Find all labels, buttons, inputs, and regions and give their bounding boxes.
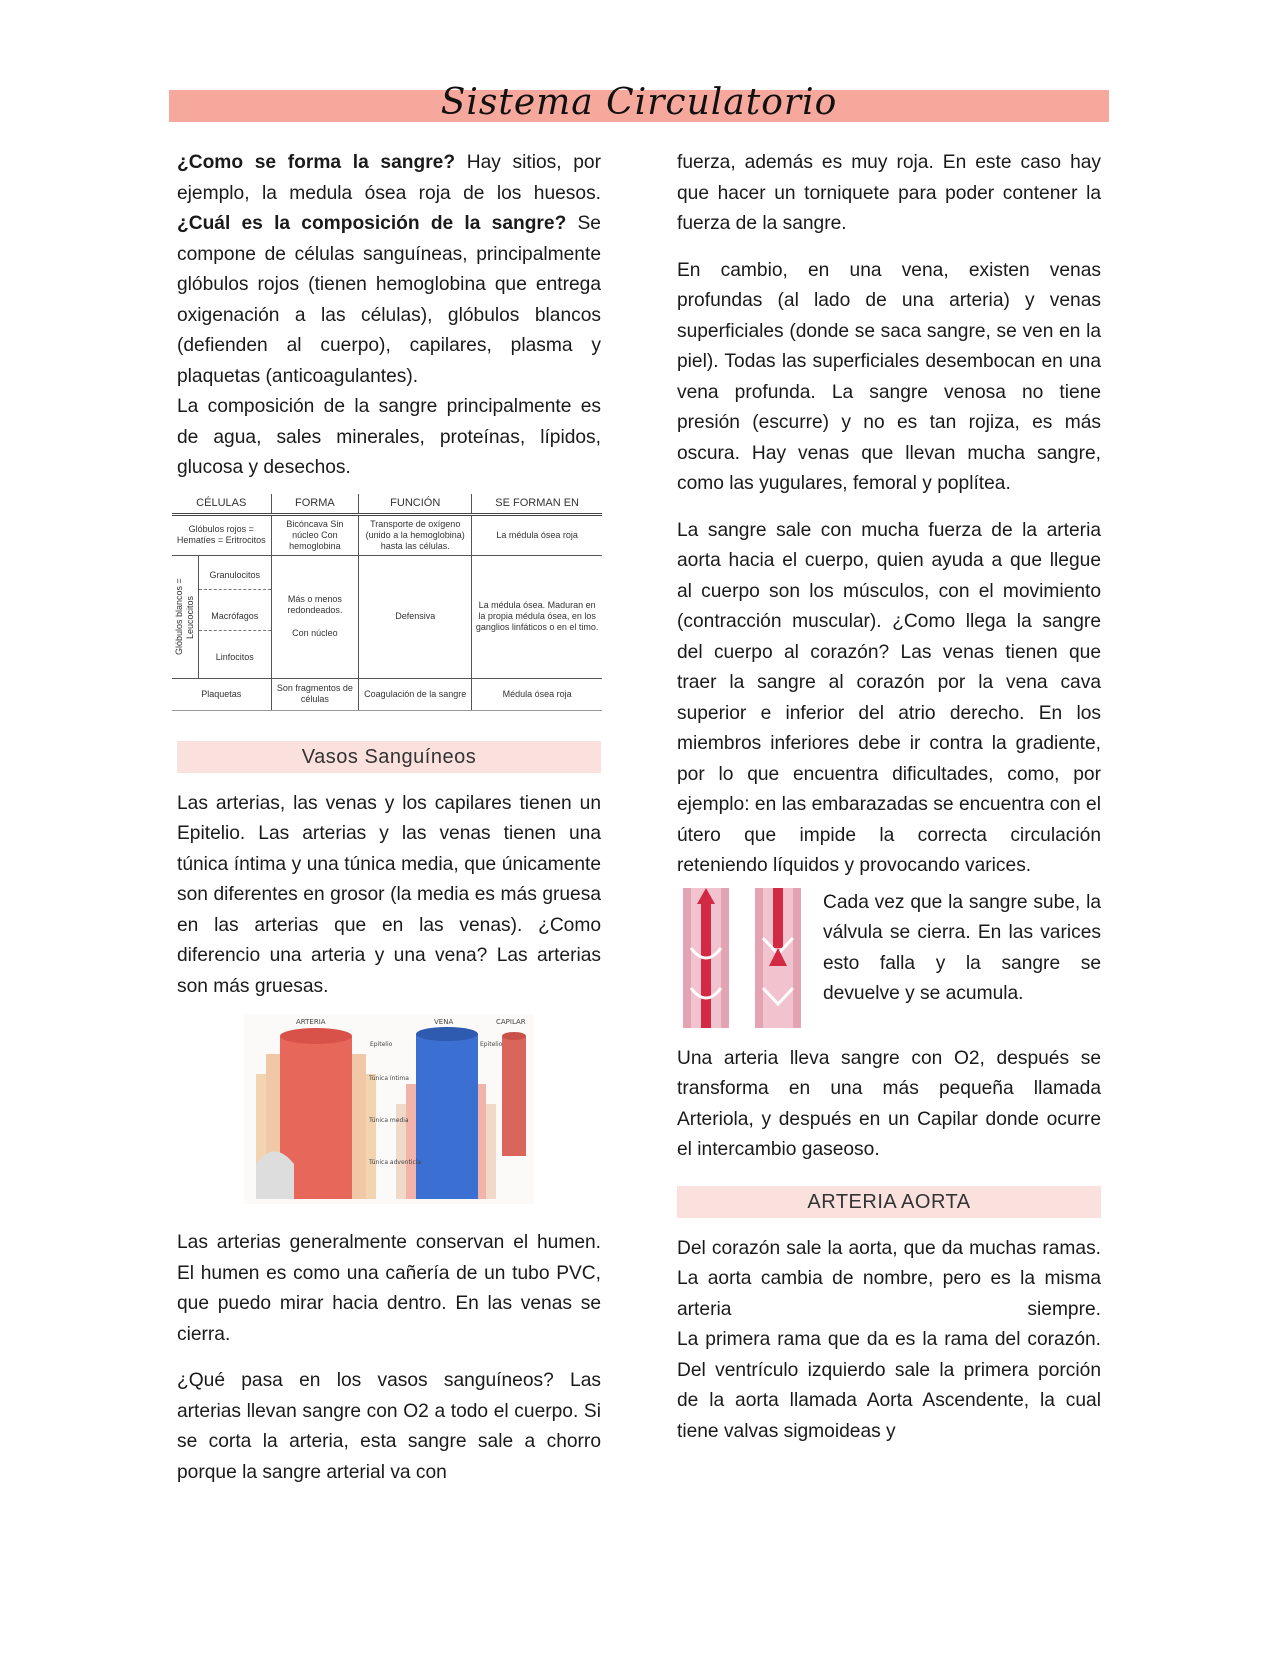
table-header: FORMA (271, 494, 359, 515)
left-column (174, 148, 601, 1488)
table-cell: Bicóncava Sin núcleo Con hemoglobina (271, 514, 359, 555)
table-cell: Son fragmentos de células (271, 678, 359, 710)
table-header: CÉLULAS (172, 494, 271, 515)
table-cell: La médula ósea. Maduran en la propia médula ósea, en los ganglios linfáticos o en el timo. (472, 555, 602, 678)
question: ¿Como se forma la sangre? (177, 152, 456, 173)
label-intima: Túnica íntima (369, 1075, 409, 1082)
label-epithelium: Epitelio (370, 1041, 393, 1048)
vein-lumen (416, 1034, 478, 1199)
question: ¿Cuál es la composición de la sangre? (177, 213, 567, 234)
paragraph: ¿Como se forma la sangre? Hay sitios, por ejemplo, la medula ósea roja de los huesos. ¿Cuál es la composición de la sangre? Se compone de células sanguíneas, principalmente glóbulos rojos (tienen hemoglobina que entrega oxigenación a las células), glóbulos blancos (defienden al cuerpo), capilares, plasma y plaquetas (anticoagulantes). (177, 152, 601, 387)
paragraph: La sangre sale con mucha fuerza de la arteria aorta hacia el cuerpo, quien ayuda a que llegue al cuerpo son los músculos, con el movimiento (contracción muscular). ¿Como llega la sangre del cuerpo al corazón? Las venas tienen que traer la sangre al corazón por la vena cava superior e inferior del atrio derecho. En los miembros inferiores debe ir contra la gradiente, por lo que encuentra dificultades, como, por ejemplo: en las embarazadas se encuentra con el útero que impide la correcta circulación reteniendo líquidos y provocando varices. (677, 519, 1101, 876)
table-cell (172, 555, 271, 678)
page-title: Sistema Circulatorio (440, 82, 838, 123)
section-heading: ARTERIA AORTA (677, 1186, 1101, 1218)
label-vein: VENA (434, 1018, 454, 1026)
paragraph: Del corazón sale la aorta, que da muchas ramas. La aorta cambia de nombre, pero es la misma arteria siempre. (677, 1237, 1101, 1320)
paragraph: ¿Qué pasa en los vasos sanguíneos? Las arterias llevan sangre con O2 a todo el cuerpo. Si se corta la arteria, esta sangre sale a chorro porque la sangre arterial va con (177, 1370, 601, 1483)
label-capillary: CAPILAR (496, 1018, 526, 1026)
section-heading: Vasos Sanguíneos (177, 741, 601, 773)
table-cell: Plaquetas (172, 678, 271, 710)
wbc-types: Granulocitos Macrófagos Linfocitos (198, 556, 271, 678)
paragraph: La primera rama que da es la rama del corazón. Del ventrículo izquierdo sale la primera porción de la aorta llamada Aorta Ascendente, la cual tiene valvas sigmoideas y (677, 1329, 1101, 1442)
table-cell: Coagulación de la sangre (359, 678, 472, 710)
label-adventitia: Túnica adventicia (369, 1159, 422, 1166)
blood-cells-table (172, 494, 602, 711)
capillary (502, 1036, 526, 1156)
paragraph: Cada vez que la sangre sube, la válvula se cierra. En las varices esto falla y la sangre se devuelve y se acumula. (823, 891, 1101, 1004)
table-cell: Transporte de oxígeno (unido a la hemoglobina) hasta las células. (359, 514, 472, 555)
title-bar (169, 82, 1109, 123)
vein-valve-figure (677, 888, 805, 1028)
table-header: FUNCIÓN (359, 494, 472, 515)
paragraph: En cambio, en una vena, existen venas profundas (al lado de una arteria) y venas superficiales (donde se saca sangre, se ven en la piel). Todas las superficiales desembocan en una vena profunda. La sangre venosa no tiene presión (escurre) y no es tan rojiza, es más oscura. Hay venas que llevan mucha sangre, como las yugulares, femoral y poplítea. (677, 259, 1101, 494)
paragraph: Las arterias, las venas y los capilares tienen un Epitelio. Las arterias y las venas tienen una túnica íntima y una túnica media, que únicamente son diferentes en grosor (la media es más gruesa en las arterias que en las venas). ¿Como diferencio una arteria y una vena? Las arterias son más gruesas. (177, 792, 601, 997)
valve-block (677, 888, 1101, 1028)
label-artery: ARTERIA (296, 1018, 326, 1026)
table-cell: Glóbulos rojos = Hematíes = Eritrocitos (172, 514, 271, 555)
paragraph: Las arterias generalmente conservan el humen. El humen es como una cañería de un tubo PVC, que puedo mirar hacia dentro. En las venas se cierra. (177, 1232, 601, 1345)
right-column (677, 148, 1101, 1447)
paragraph: La composición de la sangre principalmente es de agua, sales minerales, proteínas, lípidos, glucosa y desechos. (177, 396, 601, 478)
label-epithelium: Epitelio (480, 1041, 503, 1048)
paragraph: Una arteria lleva sangre con O2, después se transforma en una más pequeña llamada Arteriola, y después en un Capilar donde ocurre el intercambio gaseoso. (677, 1047, 1101, 1160)
paragraph: fuerza, además es muy roja. En este caso hay que hacer un torniquete para poder contener la fuerza de la sangre. (677, 152, 1101, 234)
table-cell: Médula ósea roja (472, 678, 602, 710)
label-media: Túnica media (369, 1117, 409, 1124)
table-cell: Más o menos redondeados. Con núcleo (271, 555, 359, 678)
table-cell: La médula ósea roja (472, 514, 602, 555)
table-header: SE FORMAN EN (472, 494, 602, 515)
wbc-group-label: Glóbulos blancos = Leucocitos (174, 578, 195, 655)
blood-vessels-figure (244, 1014, 534, 1204)
table-cell: Defensiva (359, 555, 472, 678)
